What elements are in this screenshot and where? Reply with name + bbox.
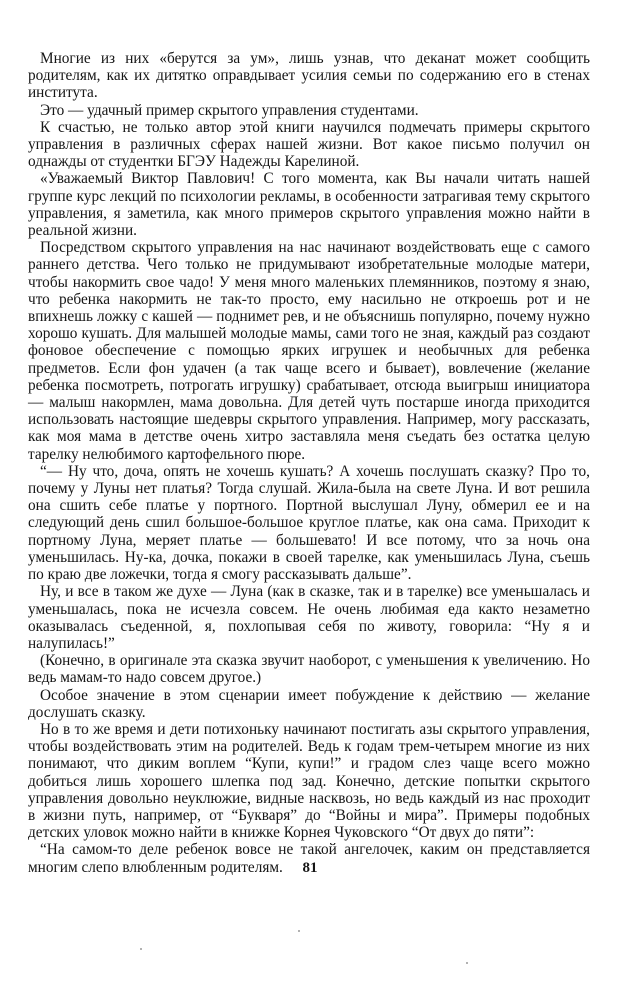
paragraph-9: Особое значение в этом сценарии имеет побуждение к действию — желание дослушать сказку. <box>28 686 590 721</box>
scan-speck <box>140 948 142 950</box>
paragraph-8: (Конечно, в оригинале эта сказка звучит наоборот, с уменьшения к увеличению. Но ведь мамам-то надо совсем другое.) <box>28 652 590 687</box>
paragraph-4: «Уважаемый Виктор Павлович! С того момента, как Вы начали читать нашей группе курс лекций по психологии рекламы, в особенности затрагивая тему скрытого управления, я заметила, как много примеров скрытого управления можно найти в реальной жизни. <box>28 170 590 240</box>
book-page-text <box>28 50 590 876</box>
paragraph-6: “— Ну что, доча, опять не хочешь кушать? А хочешь послушать сказку? Про то, почему у Луны нет платья? Тогда слушай. Жила-была на свете Луна. И вот решила она сшить себе платье у портного. Портной выслушал Луну, обмерил ее и на следующий день сшил большое-большое круглое платье, как она сама. Приходит к портному Луна, меряет платье — большевато! И все потому, что за ночь она уменьшилась. Ну-ка, дочка, покажи в своей тарелке, как уменьшилась Луна, съешь по краю две ложечки, тогда я смогу рассказывать дальше”. <box>28 462 590 584</box>
scan-speck <box>466 962 468 964</box>
page-number: 81 <box>302 860 318 876</box>
paragraph-3: К счастью, не только автор этой книги научился подмечать примеры скрытого управления в различных сферах нашей жизни. Вот какое письмо получил он однажды от студентки БГЭУ Надежды Карелиной. <box>28 118 590 171</box>
scan-speck <box>298 930 300 932</box>
paragraph-2: Это — удачный пример скрытого управления студентами. <box>40 101 419 119</box>
paragraph-7: Ну, и все в таком же духе — Луна (как в сказке, так и в тарелке) все уменьшалась и уменьшалась, пока не исчезла совсем. Не очень любимая еда както незаметно оказывалась съеденной, я, похлопывая себя по животу, говорила: “Ну я и налупилась!” <box>28 583 590 652</box>
paragraph-10: Но в то же время и дети потихоньку начинают постигать азы скрытого управления, чтобы воздействовать этим на родителей. Ведь к годам трем-четырем многие из них понимают, что диким воплем “Купи, купи!” и градом слез чаще всего можно добиться лишь хорошего шлепка под зад. Конечно, детские попытки скрытого управления довольно неуклюжие, видные насквозь, но ведь каждый из нас проходит в жизни путь, например, от “Букваря” до “Войны и мира”. Примеры подобных детских уловок можно найти в книжке Корнея Чуковского “От двух до пяти”: <box>28 720 590 842</box>
paragraph-5: Посредством скрытого управления на нас начинают воздействовать еще с самого раннего детства. Чего только не придумывают изобретательные молодые матери, чтобы накормить свое чадо! У меня много маленьких племянников, поэтому я знаю, что ребенка накормить не так-то просто, ему насильно не откроешь рот и не впихнешь ложку с кашей — поднимет рев, и не объяснишь популярно, почему нужно хорошо кушать. Для малышей молодые мамы, сами того не зная, каждый раз создают фоновое обеспечение с помощью ярких игрушек и необычных для ребенка предметов. Если фон удачен (а так чаще всего и бывает), вовлечение (желание ребенка посмотреть, потрогать игрушку) срабатывает, отсюда выигрыш инициатора — малыш накормлен, мама довольна. Для детей чуть постарше иногда приходится использовать настоящие шедевры скрытого управления. Например, могу рассказать, как моя мама в детстве очень хитро заставляла меня съедать без остатка целую тарелку нелюбимого картофельного пюре. <box>28 239 590 463</box>
paragraph-1: Многие из них «берутся за ум», лишь узнав, что деканат может сообщить родителям, как их дитятко оправдывает усилия семьи по содержанию его в стенах института. <box>28 50 590 102</box>
paragraph-11: “На самом-то деле ребенок вовсе не такой ангелочек, каким он представляется многим слепо влюбленным родителям. <box>28 841 590 876</box>
